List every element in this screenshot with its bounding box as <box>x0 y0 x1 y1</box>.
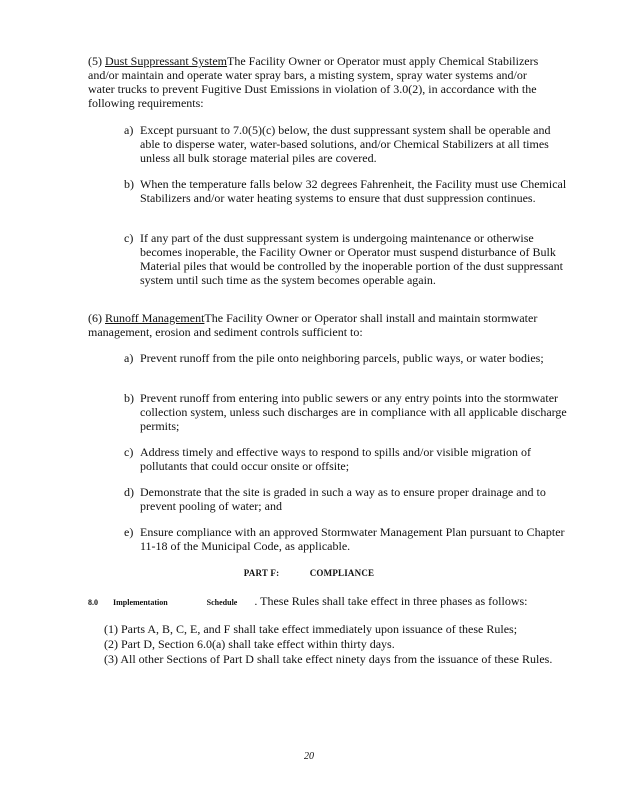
item-text: Except pursuant to 7.0(5)(c) below, the dust suppressant system shall be operable and able to disperse water, water-based solutions, and/or Chemical Stabilizers at all times unless all bulk storage material piles are covered. <box>140 123 551 165</box>
item-text: If any part of the dust suppressant system is undergoing maintenance or otherwise becomes inoperable, the Facility Owner or Operator must suspend disturbance of Bulk Material piles that would be controlled by the inoperable portion of the dust suppressant system until such time as the system becomes operable again. <box>140 231 563 287</box>
phase-item: (3) All other Sections of Part D shall take effect ninety days from the issuance of these Rules. <box>104 652 553 666</box>
part-title: COMPLIANCE <box>309 568 375 578</box>
phase-item: (2) Part D, Section 6.0(a) shall take effect within thirty days. <box>104 637 395 651</box>
item-label: a) <box>124 123 134 137</box>
section-number: 8.0 <box>88 598 98 607</box>
phase-list <box>104 622 574 667</box>
item-label: c) <box>124 445 134 459</box>
implementation-text: . These Rules shall take effect in three phases as follows: <box>254 594 528 608</box>
item-text: Prevent runoff from the pile onto neighboring parcels, public ways, or water bodies; <box>140 351 544 365</box>
list-item <box>124 485 568 513</box>
list-item <box>124 177 568 205</box>
section-runoff-management <box>88 311 548 339</box>
item-label: d) <box>124 485 134 499</box>
list-item <box>124 123 568 165</box>
section-text: The Facility Owner or Operator must apply Chemical Stabilizers and/or maintain and operate water spray bars, a misting system, spray water systems and/or water trucks to prevent Fugitive Dust Emissions in violation of 3.0(2), in accordance with the following requirements: <box>88 54 539 110</box>
item-label: a) <box>124 351 134 365</box>
implementation-heading <box>88 594 568 610</box>
item-label: b) <box>124 391 134 405</box>
item-text: Address timely and effective ways to respond to spills and/or visible migration of pollutants that could occur onsite or offsite; <box>140 445 532 473</box>
list-item <box>124 391 568 433</box>
page-number: 20 <box>304 751 314 762</box>
implementation-label: Implementation <box>113 598 168 607</box>
section-dust-suppressant <box>88 54 548 110</box>
item-text: Ensure compliance with an approved Stormwater Management Plan pursuant to Chapter 11-18 of the Municipal Code, as applicable. <box>140 525 565 553</box>
item-text: When the temperature falls below 32 degrees Fahrenheit, the Facility must use Chemical Stabilizers and/or water heating systems to ensure that dust suppression continues. <box>140 177 567 205</box>
item-label: b) <box>124 177 134 191</box>
list-item <box>124 445 568 473</box>
item-text: Prevent runoff from entering into public sewers or any entry points into the stormwater collection system, unless such discharges are in compliance with all applicable discharge permits; <box>140 391 567 433</box>
item-text: Demonstrate that the site is graded in such a way as to ensure proper drainage and to prevent pooling of water; and <box>140 485 546 513</box>
section-number: (6) <box>88 311 102 325</box>
section-number: (5) <box>88 54 102 68</box>
section-text: The Facility Owner or Operator shall install and maintain stormwater management, erosion and sediment controls sufficient to: <box>88 311 538 339</box>
list-item <box>124 231 568 287</box>
list-item <box>124 525 568 553</box>
part-label: PART F: <box>243 568 280 578</box>
phase-item: (1) Parts A, B, C, E, and F shall take effect immediately upon issuance of these Rules; <box>104 622 518 636</box>
item-label: c) <box>124 231 134 245</box>
section-title: Dust Suppressant System <box>105 54 228 68</box>
list-item <box>124 351 568 365</box>
section-title: Runoff Management <box>105 311 205 325</box>
part-heading <box>0 568 618 578</box>
schedule-label: Schedule <box>206 598 238 607</box>
item-label: e) <box>124 525 134 539</box>
